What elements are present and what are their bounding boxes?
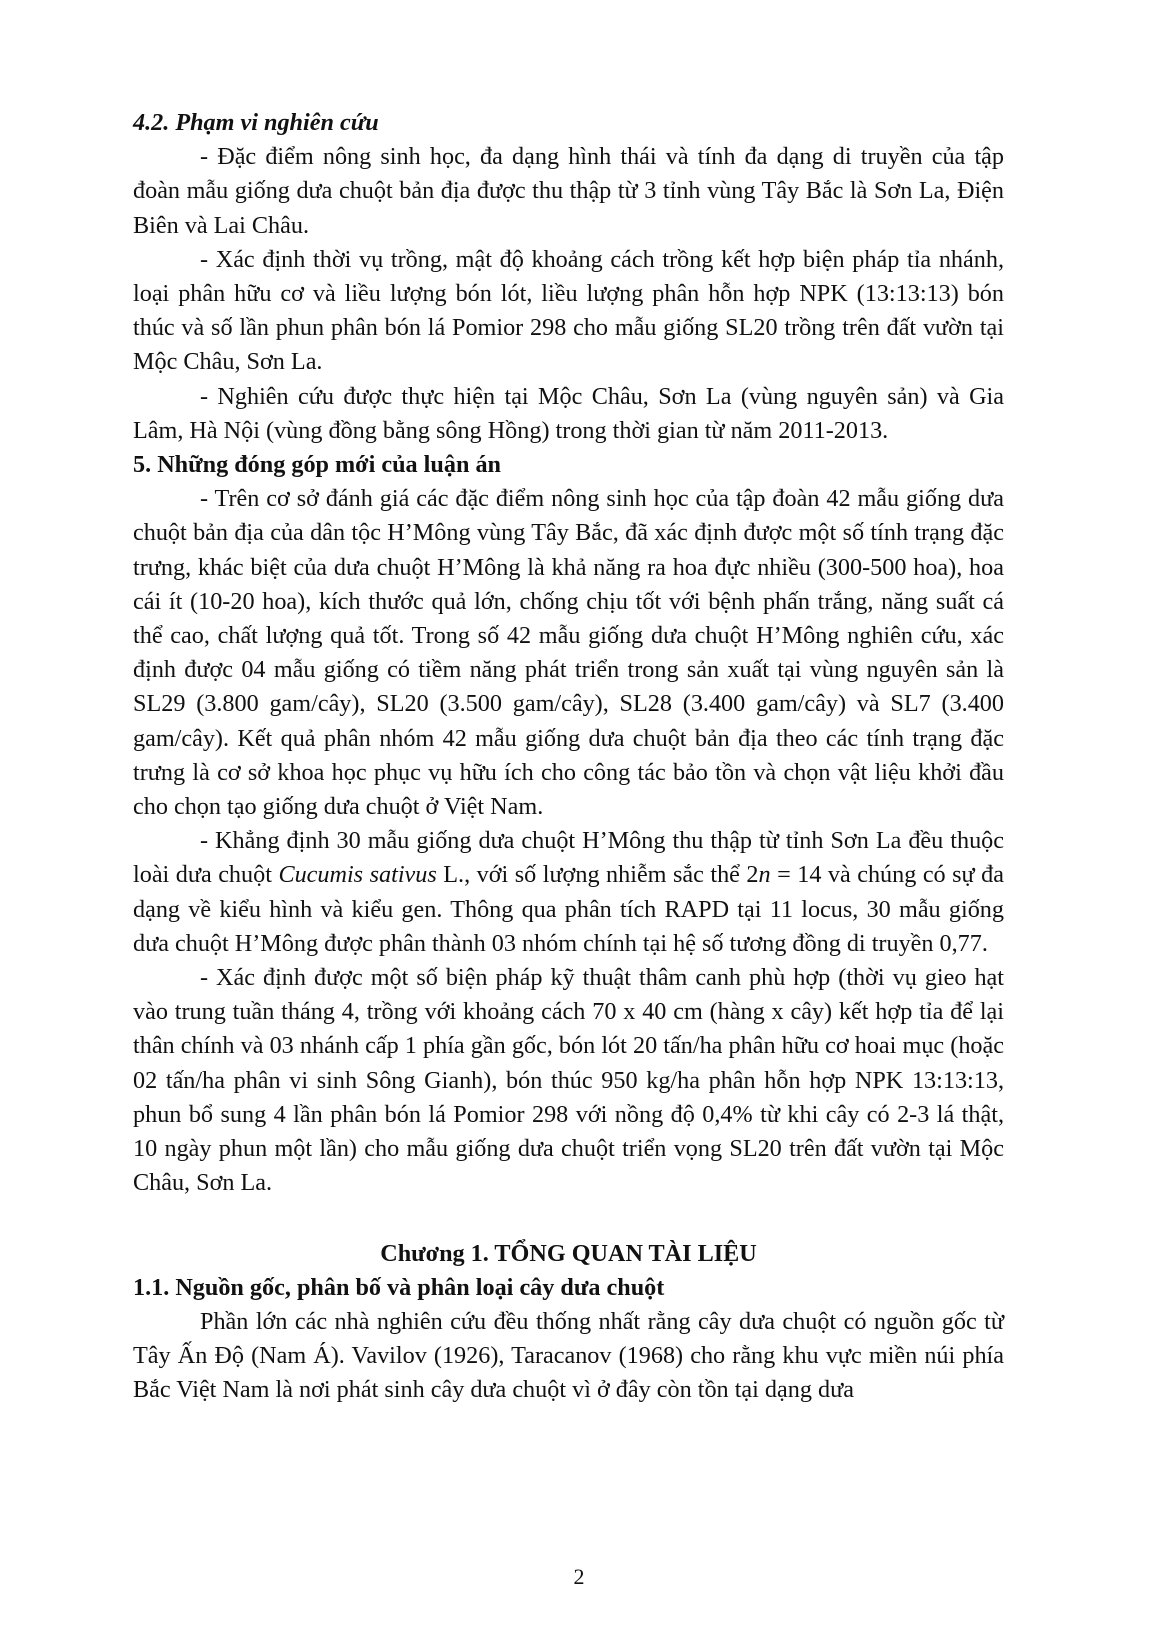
chromosome-n: n bbox=[758, 861, 771, 889]
section-4-2-heading: 4.2. Phạm vi nghiên cứu bbox=[133, 109, 379, 136]
species-name: Cucumis sativus bbox=[278, 861, 437, 889]
contribution-paragraph-2 bbox=[133, 824, 1004, 961]
scope-item-2: - Xác định thời vụ trồng, mật độ khoảng cách trồng kết hợp biện pháp tỉa nhánh, loại phân hữu cơ và liều lượng bón lót, liều lượng phân hỗn hợp NPK (13:13:13) bón thúc và số lần phun phân bón lá Pomior 298 cho mẫu giống SL20 trồng trên đất vườn tại Mộc Châu, Sơn La. bbox=[133, 245, 1004, 376]
contribution-paragraph-1: - Trên cơ sở đánh giá các đặc điểm nông sinh học của tập đoàn 42 mẫu giống dưa chuột bản địa của dân tộc H’Mông vùng Tây Bắc, đã xác định được một số tính trạng đặc trưng, khác biệt của dưa chuột H’Mông là khả năng ra hoa đực nhiều (300-500 hoa), hoa cái ít (10-20 hoa), kích thước quả lớn, chống chịu tốt với bệnh phấn trắng, năng suất cá thể cao, chất lượng quả tốt. Trong số 42 mẫu giống dưa chuột H’Mông nghiên cứu, xác định được 04 mẫu giống có tiềm năng phát triển trong sản xuất tại vùng nguyên sản là SL29 (3.800 gam/cây), SL20 (3.500 gam/cây), SL28 (3.400 gam/cây) và SL7 (3.400 gam/cây). Kết quả phân nhóm 42 mẫu giống dưa chuột bản địa theo các tính trạng đặc trưng là cơ sở khoa học phục vụ hữu ích cho công tác bảo tồn và chọn vật liệu khởi đầu cho chọn tạo giống dưa chuột ở Việt Nam. bbox=[133, 485, 1004, 821]
section-1-1-heading: 1.1. Nguồn gốc, phân bố và phân loại cây dưa chuột bbox=[133, 1273, 665, 1301]
section-5-heading: 5. Những đóng góp mới của luận án bbox=[133, 451, 501, 479]
page-content bbox=[133, 106, 1004, 1408]
page-number: 2 bbox=[573, 1564, 585, 1589]
contribution-2-text-b: L., với số lượng nhiễm sắc thể 2 bbox=[436, 861, 759, 889]
scope-item-3: - Nghiên cứu được thực hiện tại Mộc Châu, Sơn La (vùng nguyên sản) và Gia Lâm, Hà Nội (vùng đồng bằng sông Hồng) trong thời gian từ năm 2011-2013. bbox=[133, 382, 1004, 444]
contribution-paragraph-3: - Xác định được một số biện pháp kỹ thuật thâm canh phù hợp (thời vụ gieo hạt vào trung tuần tháng 4, trồng với khoảng cách 70 x 40 cm (hàng x cây) kết hợp tỉa để lại thân chính và 03 nhánh cấp 1 phía gần gốc, bón lót 20 tấn/ha phân hữu cơ hoai mục (hoặc 02 tấn/ha phân vi sinh Sông Gianh), bón thúc 950 kg/ha phân hỗn hợp NPK 13:13:13, phun bổ sung 4 lần phân bón lá Pomior 298 với nồng độ 0,4% từ khi cây có 2-3 lá thật, 10 ngày phun một lần) cho mẫu giống dưa chuột triển vọng SL20 trên đất vườn tại Mộc Châu, Sơn La. bbox=[133, 964, 1004, 1197]
chapter-title: Chương 1. TỔNG QUAN TÀI LIỆU bbox=[380, 1239, 757, 1267]
origin-paragraph: Phần lớn các nhà nghiên cứu đều thống nhất rằng cây dưa chuột có nguồn gốc từ Tây Ấn Độ (Nam Á). Vavilov (1926), Taracanov (1968) cho rằng khu vực miền núi phía Bắc Việt Nam là nơi phát sinh cây dưa chuột vì ở đây còn tồn tại dạng dưa bbox=[133, 1307, 1004, 1404]
scope-item-1: - Đặc điểm nông sinh học, đa dạng hình thái và tính đa dạng di truyền của tập đoàn mẫu giống dưa chuột bản địa được thu thập từ 3 tỉnh vùng Tây Bắc là Sơn La, Điện Biên và Lai Châu. bbox=[133, 143, 1004, 239]
contribution-2-text-c: = 14 và chúng có sự đa dạng về kiểu hình và kiểu gen. Thông qua phân tích RAPD tại 11 locus, 30 mẫu giống dưa chuột H’Mông được phân thành 03 nhóm chính tại hệ số tương đồng di truyền 0,77. bbox=[133, 861, 1004, 957]
contribution-2-text-a: - Khẳng định 30 mẫu giống dưa chuột H’Mông thu thập từ tỉnh Sơn La đều thuộc loài dưa chuột bbox=[133, 827, 1004, 889]
